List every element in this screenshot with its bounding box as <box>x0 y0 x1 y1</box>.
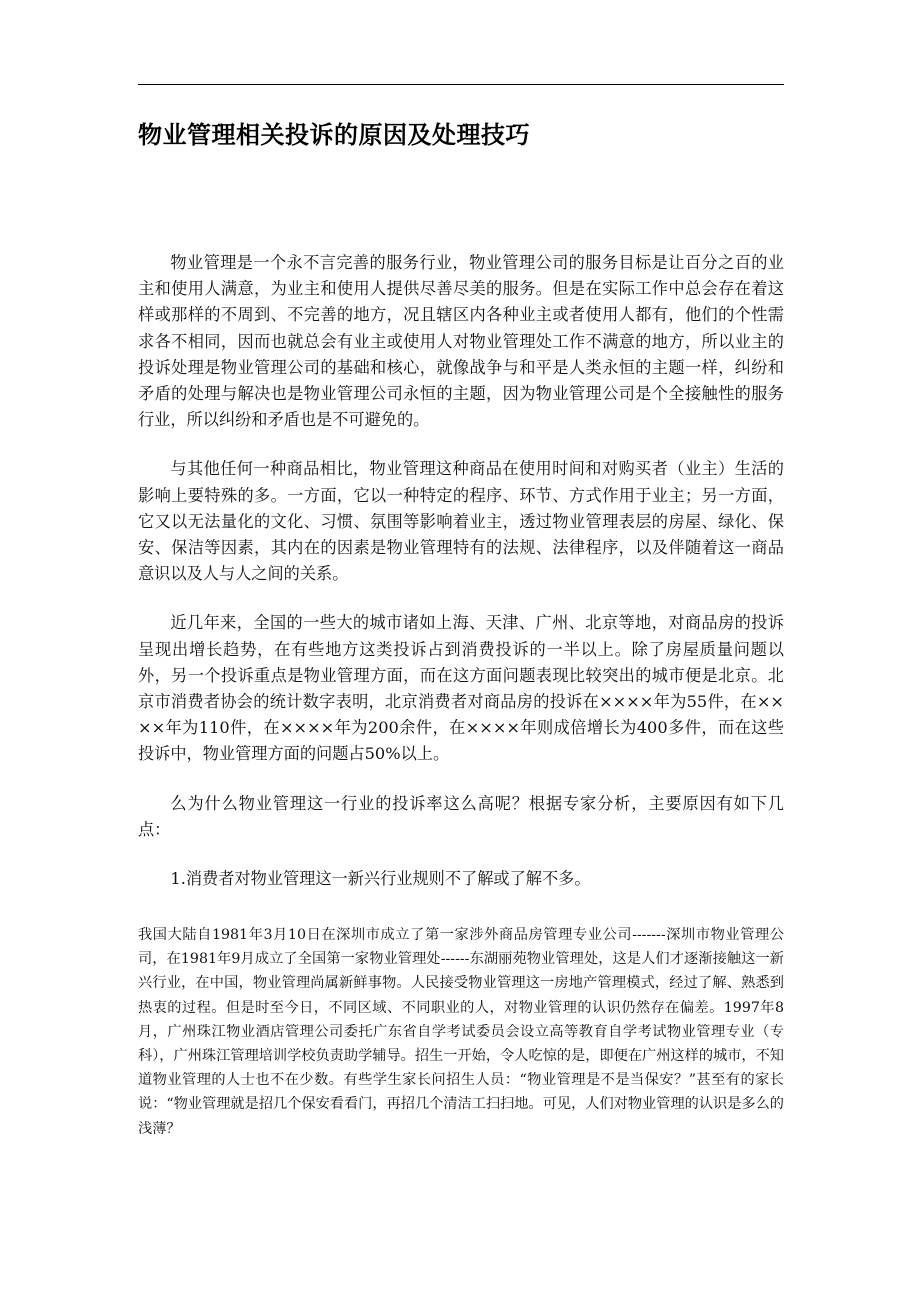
paragraph-intro: 物业管理是一个永不言完善的服务行业，物业管理公司的服务目标是让百分之百的业主和使用人满意，为业主和使用人提供尽善尽美的服务。但是在实际工作中总会存在着这样或那样的不周到、不完善的地方，况且辖区内各种业主或者使用人都有，他们的个性需求各不相同，因而也就总会有业主或使用人对物业管理处工作不满意的地方，所以业主的投诉处理是物业管理公司的基础和核心，就像战争与和平是人类永恒的主题一样，纠纷和矛盾的处理与解决也是物业管理公司永恒的主题，因为物业管理公司是个全接触性的服务行业，所以纠纷和矛盾也是不可避免的。 <box>138 253 784 430</box>
paragraph-complaint-statistics: 近几年来，全国的一些大的城市诸如上海、天津、广州、北京等地，对商品房的投诉呈现出增长趋势，在有些地方这类投诉占到消费投诉的一半以上。除了房屋质量问题以外，另一个投诉重点是物业管理方面，而在这方面问题表现比较突出的城市便是北京。北京市消费者协会的统计数字表明，北京消费者对商品房的投诉在××××年为55件，在××××年为110件，在××××年为200余件，在××××年则成倍增长为400多件，而在这些投诉中，物业管理方面的问题占50%以上。 <box>138 613 784 764</box>
numbered-reason-1: 1.消费者对物业管理这一新兴行业规则不了解或了解不多。 <box>170 869 591 889</box>
paragraph-history: 我国大陆自1981年3月10日在深圳市成立了第一家涉外商品房管理专业公司-------深圳市物业管理公司，在1981年9月成立了全国第一家物业管理处------东湖丽苑物业管理处，这是人们才逐渐接触这一新兴行业，在中国，物业管理尚属新鲜事物。人民接受物业管理这一房地产管理模式，经过了解、熟悉到热衷的过程。但是时至今日，不同区域、不同职业的人，对物业管理的认识仍然存在偏差。1997年8月，广州珠江物业酒店管理公司委托广东省自学考试委员会设立高等教育自学考试物业管理专业（专科），广州珠江管理培训学校负责助学辅导。招生一开始，令人吃惊的是，即便在广州这样的城市，不知道物业管理的人士也不在少数。有些学生家长问招生人员：“物业管理是不是当保安？”甚至有的家长说：“物业管理就是招几个保安看看门，再招几个清洁工扫扫地。可见，人们对物业管理的认识是多么的浅薄？ <box>138 927 784 1137</box>
document-body <box>138 250 784 918</box>
header-rule <box>138 84 784 85</box>
paragraph-reasons-question: 么为什么物业管理这一行业的投诉率这么高呢？根据专家分析，主要原因有如下几点： <box>138 793 784 839</box>
document-title: 物业管理相关投诉的原因及处理技巧 <box>138 121 530 149</box>
paragraph-product-comparison: 与其他任何一种商品相比，物业管理这种商品在使用时间和对购买者（业主）生活的影响上要特殊的多。一方面，它以一种特定的程序、环节、方式作用于业主；另一方面，它又以无法量化的文化、习惯、氛围等影响着业主，透过物业管理表层的房屋、绿化、保安、保洁等因素，其内在的因素是物业管理特有的法规、法律程序，以及伴随着这一商品意识以及人与人之间的关系。 <box>138 459 784 584</box>
